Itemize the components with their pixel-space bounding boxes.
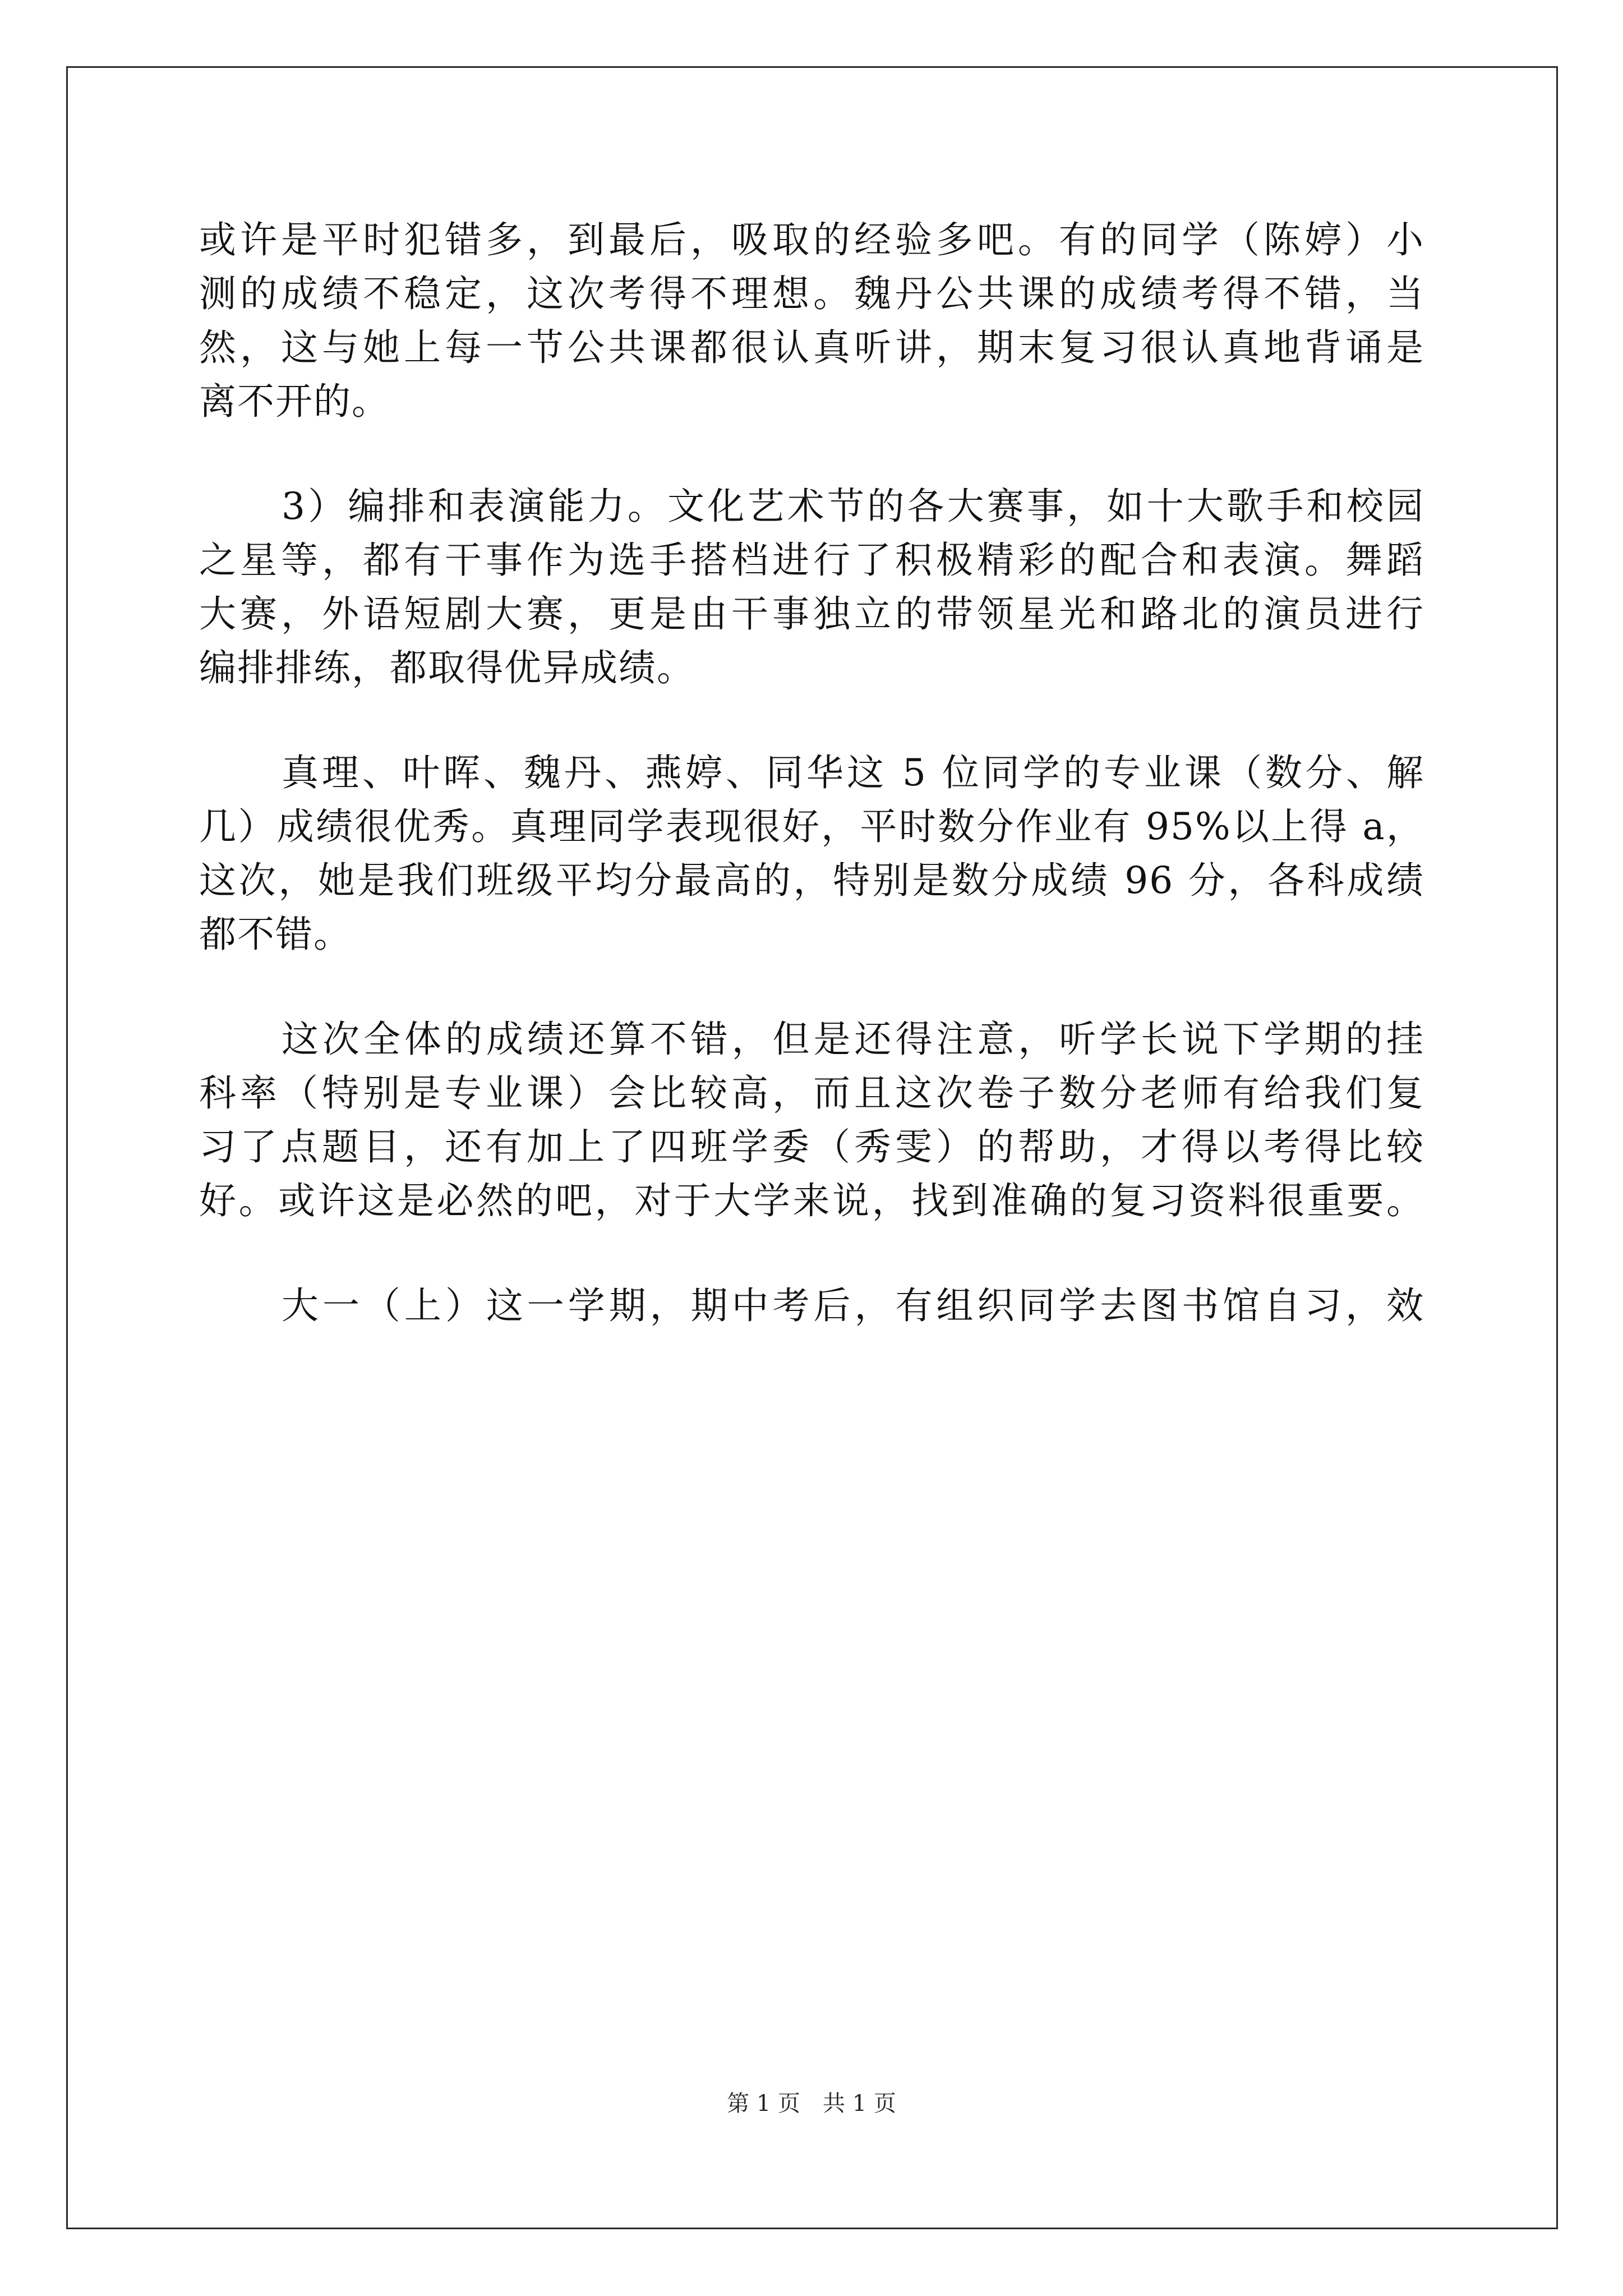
text-line: 几）成绩很优秀。真理同学表现很好，平时数分作业有 95%以上得 a， [199,805,1424,848]
text-line: 编排排练，都取得优异成绩。 [199,646,695,689]
text-line: 离不开的。 [199,380,390,423]
document-body [199,213,1424,1333]
paragraph-5 [199,1279,1424,1333]
page-total: 共 1 页 [823,2091,896,2116]
paragraph-3 [199,746,1424,961]
paragraph-2 [199,480,1424,695]
text-line: 大赛，外语短剧大赛，更是由干事独立的带领星光和路北的演员进行 [199,592,1424,636]
text-line: 这次，她是我们班级平均分最高的，特别是数分成绩 96 分，各科成绩 [199,859,1424,902]
text-line: 这次全体的成绩还算不错，但是还得注意，听学长说下学期的挂 [282,1018,1424,1061]
text-line: 然，这与她上每一节公共课都很认真听讲，期末复习很认真地背诵是 [199,326,1424,369]
text-line: 习了点题目，还有加上了四班学委（秀雯）的帮助，才得以考得比较 [199,1125,1424,1168]
page-footer [0,2090,1623,2118]
text-line: 测的成绩不稳定，这次考得不理想。魏丹公共课的成绩考得不错，当 [199,272,1424,315]
text-line: 真理、叶晖、魏丹、燕婷、同华这 5 位同学的专业课（数分、解 [282,751,1424,794]
text-line: 或许是平时犯错多，到最后，吸取的经验多吧。有的同学（陈婷）小 [199,218,1424,261]
text-line: 大一（上）这一学期，期中考后，有组织同学去图书馆自习，效 [282,1284,1424,1327]
page-number: 第 1 页 [727,2091,800,2116]
paragraph-4 [199,1013,1424,1228]
text-line: 之星等，都有干事作为选手搭档进行了积极精彩的配合和表演。舞蹈 [199,539,1424,582]
text-line: 都不错。 [199,913,352,956]
text-line: 好。或许这是必然的吧，对于大学来说，找到准确的复习资料很重要。 [199,1179,1424,1222]
text-line: 科率（特别是专业课）会比较高，而且这次卷子数分老师有给我们复 [199,1071,1424,1115]
text-line: 3）编排和表演能力。文化艺术节的各大赛事，如十大歌手和校园 [282,485,1424,528]
paragraph-1 [199,213,1424,429]
